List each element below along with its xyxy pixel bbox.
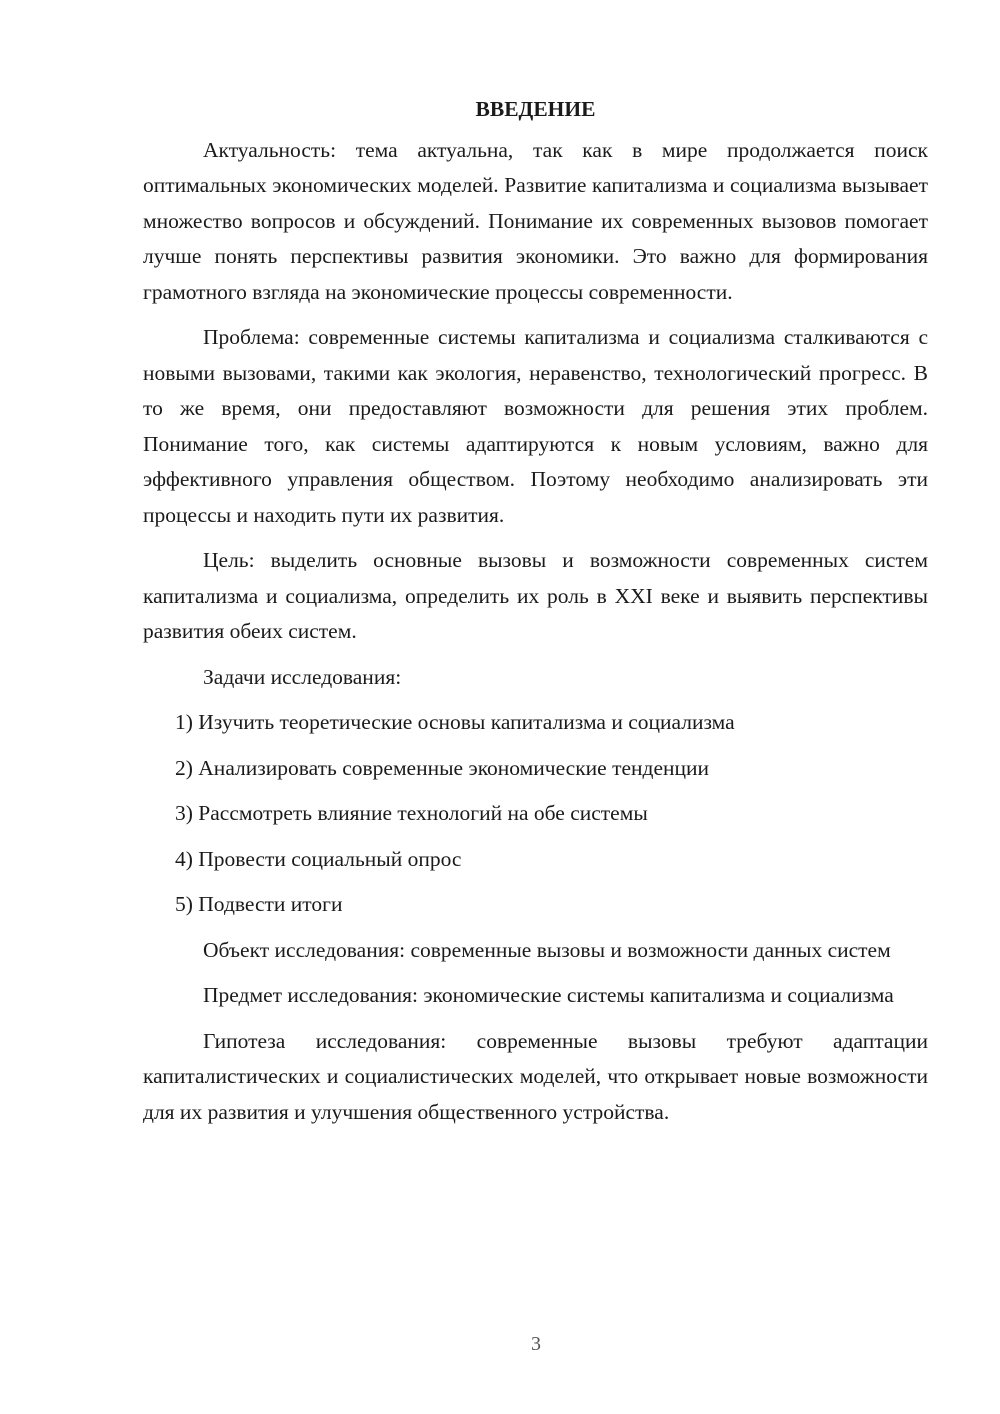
page-title: ВВЕДЕНИЕ: [475, 97, 596, 121]
task-item: 5) Подвести итоги: [175, 892, 343, 916]
task-item: 4) Провести социальный опрос: [175, 846, 462, 871]
problem-paragraph: Проблема: современные системы капитализма и социализма сталкиваются с новыми вызовами, такими как экология, неравенство, технологический прогресс. В то же время, они предоставляют возможности для решения этих проблем. Понимание того, как системы адаптируются к новым условиям, важно для эффективного управления обществом. Поэтому необходимо анализировать эти процессы и находить пути их развития.: [143, 325, 928, 527]
task-item: 2) Анализировать современные экономические тенденции: [175, 755, 710, 780]
tasks-heading: Задачи исследования:: [203, 664, 402, 689]
page-content: [143, 92, 928, 1140]
goal-paragraph: Цель: выделить основные вызовы и возможности современных систем капитализма и социализма, определить их роль в XXI веке и выявить перспективы развития обеих систем.: [143, 548, 928, 643]
task-item: 3) Рассмотреть влияние технологий на обе системы: [175, 801, 648, 825]
object-paragraph: Объект исследования: современные вызовы и возможности данных систем: [203, 937, 891, 962]
page-number: 3: [531, 1333, 541, 1355]
subject-paragraph: Предмет исследования: экономические системы капитализма и социализма: [203, 983, 894, 1007]
hypothesis-paragraph: Гипотеза исследования: современные вызовы требуют адаптации капиталистических и социалистических моделей, что открывает новые возможности для их развития и улучшения общественного устройства.: [143, 1028, 928, 1124]
relevance-paragraph: Актуальность: тема актуальна, так как в мире продолжается поиск оптимальных экономических моделей. Развитие капитализма и социализма вызывает множество вопросов и обсуждений. Понимание их современных вызовов помогает лучше понять перспективы развития экономики. Это важно для формирования грамотного взгляда на экономические процессы современности.: [143, 137, 928, 304]
task-item: 1) Изучить теоретические основы капитализма и социализма: [175, 710, 735, 734]
